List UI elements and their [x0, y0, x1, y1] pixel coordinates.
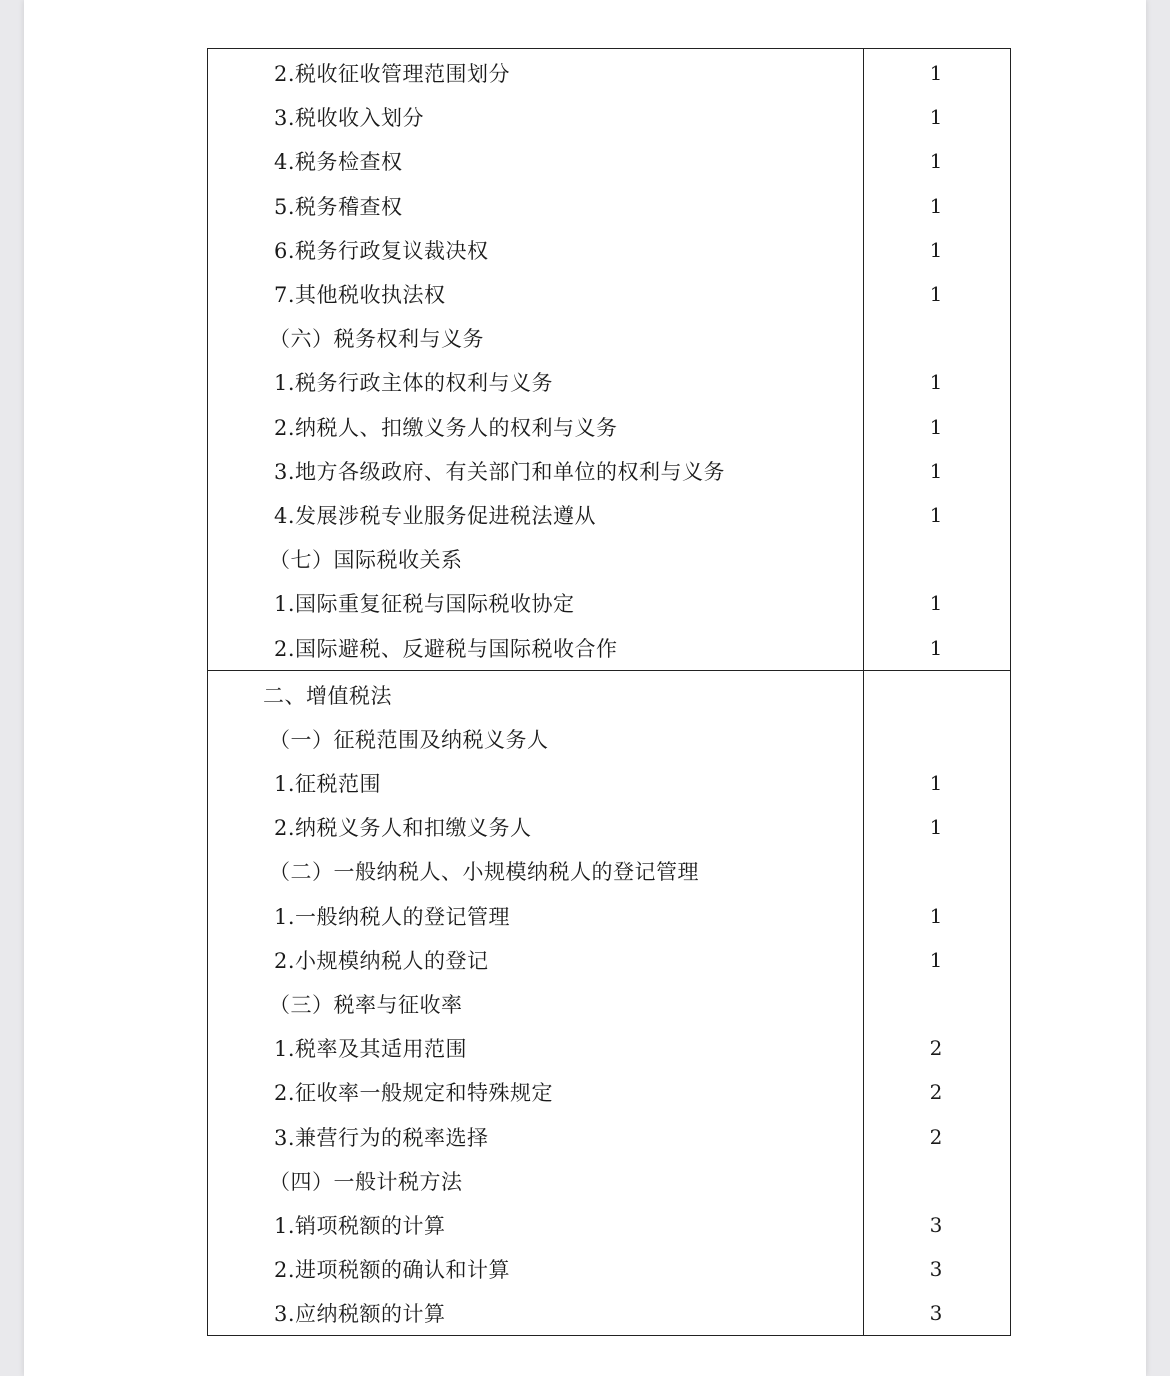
- row-hours: 1: [929, 370, 943, 395]
- table-row: [208, 449, 1010, 493]
- table-row: [208, 493, 1010, 537]
- row-hours: 2: [929, 1080, 943, 1105]
- subsection-row: [208, 1159, 1010, 1203]
- table-row: [208, 894, 1010, 938]
- row-hours: 1: [929, 771, 943, 796]
- row-hours: 1: [929, 61, 943, 86]
- row-label: 1.税务行政主体的权利与义务: [274, 371, 554, 396]
- subsection-row: [208, 982, 1010, 1026]
- row-label: 3.税收收入划分: [274, 106, 425, 131]
- syllabus-table: [207, 48, 1011, 1336]
- row-label: 7.其他税收执法权: [274, 283, 446, 308]
- row-label: 2.小规模纳税人的登记: [274, 948, 489, 973]
- row-label: 4.税务检查权: [274, 150, 403, 175]
- table-row: [208, 1247, 1010, 1291]
- row-hours: 1: [929, 947, 943, 972]
- table-row: [208, 228, 1010, 272]
- table-row: [208, 1291, 1010, 1335]
- row-label: （七）国际税收关系: [269, 548, 463, 573]
- row-label: 2.纳税人、扣缴义务人的权利与义务: [274, 415, 618, 440]
- row-hours: 1: [929, 237, 943, 262]
- row-hours: 3: [929, 1212, 943, 1237]
- table-row: [208, 1026, 1010, 1070]
- row-label: 3.兼营行为的税率选择: [274, 1125, 489, 1150]
- table-row: [208, 51, 1010, 95]
- row-label: 1.销项税额的计算: [274, 1213, 446, 1238]
- row-label: 2.纳税义务人和扣缴义务人: [274, 816, 532, 841]
- row-label: 5.税务稽查权: [274, 194, 403, 219]
- row-hours: 1: [929, 458, 943, 483]
- row-label: （二）一般纳税人、小规模纳税人的登记管理: [269, 860, 699, 885]
- row-label: 1.一般纳税人的登记管理: [274, 904, 511, 929]
- document-page: [24, 0, 1146, 1376]
- row-hours: 1: [929, 193, 943, 218]
- row-label: 2.国际避税、反避税与国际税收合作: [274, 636, 618, 661]
- table-row: [208, 139, 1010, 183]
- row-hours: 1: [929, 149, 943, 174]
- row-label: 1.征税范围: [274, 772, 382, 797]
- row-hours: 1: [929, 591, 943, 616]
- row-hours: 1: [929, 105, 943, 130]
- table-row: [208, 405, 1010, 449]
- row-label: 1.税率及其适用范围: [274, 1037, 468, 1062]
- table-section: [208, 670, 1010, 1336]
- row-label: （三）税率与征收率: [269, 993, 463, 1018]
- table-row: [208, 184, 1010, 228]
- table-row: [208, 360, 1010, 404]
- chapter-row: [208, 673, 1010, 717]
- row-label: 2.进项税额的确认和计算: [274, 1258, 511, 1283]
- subsection-row: [208, 849, 1010, 893]
- row-hours: 3: [929, 1257, 943, 1282]
- row-hours: 1: [929, 414, 943, 439]
- row-hours: 1: [929, 903, 943, 928]
- table-row: [208, 1203, 1010, 1247]
- row-label: 6.税务行政复议裁决权: [274, 238, 489, 263]
- row-label: 2.税收征收管理范围划分: [274, 62, 511, 87]
- row-label: 3.地方各级政府、有关部门和单位的权利与义务: [274, 459, 726, 484]
- row-hours: 2: [929, 1124, 943, 1149]
- table-section: [208, 49, 1010, 670]
- table-row: [208, 625, 1010, 669]
- row-hours: 1: [929, 282, 943, 307]
- subsection-row: [208, 316, 1010, 360]
- row-label: 1.国际重复征税与国际税收协定: [274, 592, 575, 617]
- row-label: （一）征税范围及纳税义务人: [269, 727, 549, 752]
- row-hours: 1: [929, 502, 943, 527]
- table-row: [208, 938, 1010, 982]
- row-label: 二、增值税法: [263, 683, 392, 708]
- table-row: [208, 761, 1010, 805]
- row-label: （六）税务权利与义务: [269, 327, 484, 352]
- row-label: （四）一般计税方法: [269, 1169, 463, 1194]
- row-hours: 2: [929, 1036, 943, 1061]
- row-label: 4.发展涉税专业服务促进税法遵从: [274, 503, 597, 528]
- row-hours: 1: [929, 635, 943, 660]
- table-row: [208, 95, 1010, 139]
- table-row: [208, 1115, 1010, 1159]
- subsection-row: [208, 717, 1010, 761]
- table-row: [208, 272, 1010, 316]
- table-row: [208, 581, 1010, 625]
- row-hours: 3: [929, 1301, 943, 1326]
- table-row: [208, 805, 1010, 849]
- table-row: [208, 1070, 1010, 1114]
- subsection-row: [208, 537, 1010, 581]
- row-hours: 1: [929, 815, 943, 840]
- row-label: 2.征收率一般规定和特殊规定: [274, 1081, 554, 1106]
- row-label: 3.应纳税额的计算: [274, 1302, 446, 1327]
